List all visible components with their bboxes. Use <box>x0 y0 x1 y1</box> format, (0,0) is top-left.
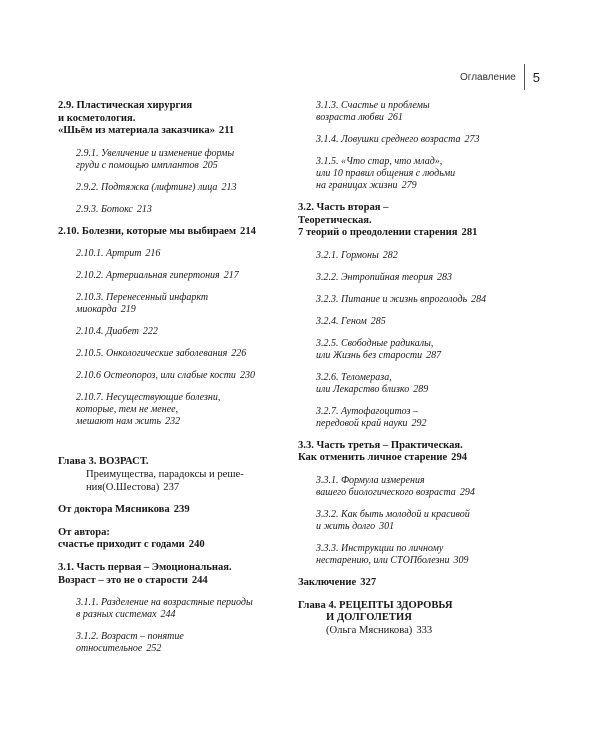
toc-subentry <box>316 406 528 430</box>
entry-title: 2.9.3. Ботокс <box>76 203 133 215</box>
entry-tail <box>58 539 284 552</box>
entry-page-number: 217 <box>223 270 239 282</box>
entry-line: 2.9.1. Увеличение и изменение формы <box>76 147 235 159</box>
entry-tail <box>298 452 528 465</box>
entry-tail <box>316 272 528 284</box>
toc-subentry <box>76 292 284 316</box>
entry-tail <box>76 248 284 260</box>
entry-tail <box>58 482 284 495</box>
entry-title: 3.2.3. Питание и жизнь впроголодь <box>316 293 468 305</box>
entry-page-number: 285 <box>370 315 386 327</box>
entry-line: Преимущества, парадоксы и реше- <box>86 468 244 480</box>
entry-tail <box>316 250 528 262</box>
toc-chapter <box>58 456 284 494</box>
entry-title: передовой край науки <box>316 417 408 429</box>
entry-page-number: 301 <box>379 520 395 532</box>
toc-subentry <box>76 348 284 360</box>
entry-tail <box>316 350 528 362</box>
toc-entry <box>298 202 528 240</box>
entry-page-number: 237 <box>163 481 180 493</box>
toc-subentry <box>316 316 528 328</box>
toc-subentry <box>76 182 284 194</box>
entry-page-number: 216 <box>145 248 161 260</box>
chapter-title: Глава 4. РЕЦЕПТЫ ЗДОРОВЬЯ <box>298 599 453 611</box>
entry-tail <box>316 180 528 192</box>
entry-page-number: 230 <box>239 370 255 382</box>
entry-title: Возраст – это не о старости <box>58 574 188 586</box>
entry-title: 2.9.2. Подтяжка (лифтинг) лица <box>76 181 218 193</box>
toc-subentry <box>76 631 284 655</box>
entry-tail <box>298 227 528 240</box>
entry-tail <box>316 134 528 146</box>
toc-subentry <box>316 475 528 499</box>
entry-line: 3.2.6. Теломераза, <box>316 371 392 383</box>
entry-title: мешают нам жить <box>76 416 162 428</box>
entry-tail <box>316 555 528 567</box>
toc-subentry <box>76 326 284 338</box>
entry-page-number: 244 <box>191 574 208 586</box>
entry-page-number: 222 <box>142 326 158 338</box>
entry-title: 2.10.5. Онкологические заболевания <box>76 348 228 360</box>
toc-subentry <box>316 156 528 192</box>
toc-subentry <box>316 100 528 124</box>
entry-line: 3.2.7. Аутофагоцитоз – <box>316 405 418 417</box>
entry-title: 2.10.2. Артериальная гипертония <box>76 270 220 282</box>
entry-title: (Ольга Мясникова) <box>326 624 413 636</box>
entry-line: или 10 правил общения с людьми <box>316 168 456 179</box>
entry-title: 2.10. Болезни, которые мы выбираем <box>58 225 237 237</box>
entry-title: возраста любви <box>316 112 384 123</box>
spacer <box>58 438 284 456</box>
entry-title: миокарда <box>76 304 117 316</box>
page-number: 5 <box>532 69 540 85</box>
entry-title: нестарению, или СТОПболезни <box>316 554 450 566</box>
chapter-title-line: И ДОЛГОЛЕТИЯ <box>326 612 412 624</box>
entry-tail <box>76 270 284 282</box>
entry-tail <box>76 182 284 194</box>
entry-page-number: 273 <box>464 134 480 145</box>
entry-title: 3.2.4. Геном <box>316 315 367 327</box>
entry-title: «Шьём из материала заказчика» <box>58 125 215 137</box>
entry-title: груди с помощью имплантов <box>76 159 199 171</box>
entry-tail <box>316 384 528 396</box>
entry-page-number: 333 <box>416 624 433 636</box>
toc-subentry <box>316 250 528 262</box>
entry-page-number: 281 <box>461 227 478 239</box>
toc-subentry <box>316 134 528 146</box>
entry-tail <box>316 112 528 124</box>
entry-line: 3.1.2. Возраст – понятие <box>76 631 184 643</box>
entry-page-number: 226 <box>231 348 247 360</box>
entry-page-number: 284 <box>471 293 487 305</box>
entry-tail <box>316 487 528 499</box>
entry-line: 2.9. Пластическая хирургия <box>58 100 193 111</box>
entry-page-number: 211 <box>218 125 235 137</box>
entry-tail <box>76 160 284 172</box>
toc-subentry <box>316 272 528 284</box>
entry-tail <box>76 204 284 216</box>
toc-subentry <box>76 392 284 428</box>
toc-subentry <box>316 543 528 567</box>
entry-tail <box>76 348 284 360</box>
entry-title: От доктора Мясникова <box>58 504 170 516</box>
entry-page-number: 287 <box>426 349 442 361</box>
entry-tail <box>76 643 284 655</box>
entry-tail <box>58 575 284 588</box>
entry-title: Заключение <box>298 576 357 588</box>
entry-tail <box>76 416 284 428</box>
entry-page-number: 244 <box>160 609 176 621</box>
entry-title: счастье приходит с годами <box>58 539 185 551</box>
entry-title: 7 теорий о преодолении старения <box>298 227 458 239</box>
toc-subentry <box>76 270 284 282</box>
entry-line: 3.3. Часть третья – Практическая. <box>298 439 463 451</box>
entry-page-number: 239 <box>173 504 190 516</box>
toc-subentry <box>316 509 528 533</box>
entry-line: 3.2.5. Свободные радикалы, <box>316 337 434 349</box>
entry-line: 3.2. Часть вторая – <box>298 202 389 213</box>
entry-title: 3.1.4. Ловушки среднего возраста <box>316 134 461 145</box>
toc-chapter <box>298 600 528 638</box>
entry-tail <box>76 370 284 382</box>
entry-line: 3.3.3. Инструкции по личному <box>316 542 444 554</box>
entry-title: 3.2.2. Энтропийная теория <box>316 271 434 283</box>
entry-page-number: 283 <box>437 271 453 283</box>
entry-title: 2.10.6 Остеопороз, или слабые кости <box>76 370 236 382</box>
toc-left-column <box>58 100 284 665</box>
entry-line: 3.1.3. Счастье и проблемы <box>316 100 430 111</box>
entry-tail <box>316 316 528 328</box>
entry-tail <box>76 609 284 621</box>
entry-title: на границах жизни <box>316 180 398 191</box>
entry-page-number: 294 <box>451 452 468 464</box>
entry-page-number: 205 <box>202 159 218 171</box>
entry-tail <box>58 226 284 239</box>
running-header <box>460 64 540 90</box>
entry-page-number: 213 <box>136 203 152 215</box>
entry-line: 3.3.2. Как быть молодой и красивой <box>316 508 470 520</box>
entry-line: 3.1. Часть первая – Эмоциональная. <box>58 561 232 573</box>
entry-title: 2.10.1. Артрит <box>76 248 142 260</box>
entry-title: вашего биологического возраста <box>316 486 456 498</box>
entry-page-number: 261 <box>387 112 403 123</box>
entry-page-number: 213 <box>221 181 237 193</box>
toc-subentry <box>76 597 284 621</box>
toc-entry <box>58 527 284 552</box>
entry-line: 3.1.5. «Что стар, что млад», <box>316 156 443 167</box>
entry-line: которые, тем не менее, <box>76 404 179 416</box>
entry-line: От автора: <box>58 526 110 538</box>
entry-page-number: 279 <box>401 180 417 191</box>
toc-subentry <box>76 248 284 260</box>
toc-entry <box>58 504 284 517</box>
toc-subentry <box>76 204 284 216</box>
entry-page-number: 219 <box>120 304 136 316</box>
toc-entry <box>298 440 528 465</box>
toc-subentry <box>76 148 284 172</box>
entry-tail <box>58 504 284 517</box>
toc-entry <box>58 562 284 587</box>
entry-page-number: 282 <box>382 249 398 261</box>
entry-title: или Лекарство близко <box>316 383 410 395</box>
entry-tail <box>316 418 528 430</box>
entry-line: 3.3.1. Формула измерения <box>316 474 425 486</box>
entry-tail <box>76 326 284 338</box>
entry-page-number: 289 <box>413 383 429 395</box>
entry-tail <box>76 304 284 316</box>
entry-page-number: 240 <box>188 539 205 551</box>
toc-subentry <box>76 370 284 382</box>
entry-tail <box>298 625 528 638</box>
entry-page-number: 214 <box>240 225 256 237</box>
toc-right-column <box>298 100 528 647</box>
entry-title: в разных системах <box>76 609 157 621</box>
toc-subentry <box>316 372 528 396</box>
toc-entry <box>58 100 284 138</box>
entry-title: и жить долго <box>316 520 376 532</box>
entry-page-number: 232 <box>165 416 181 428</box>
entry-tail <box>58 125 284 138</box>
entry-line: и косметология. <box>58 112 136 124</box>
entry-page-number: 327 <box>360 576 377 588</box>
entry-title: Как отменить личное старение <box>298 452 448 464</box>
entry-tail <box>316 521 528 533</box>
chapter-title: Глава 3. ВОЗРАСТ. <box>58 456 149 468</box>
section-name: Оглавление <box>460 71 516 83</box>
header-divider <box>524 64 525 90</box>
entry-page-number: 294 <box>459 486 475 498</box>
entry-line: 2.10.7. Несуществующие болезни, <box>76 392 221 404</box>
toc-entry <box>298 577 528 590</box>
entry-line: 2.10.3. Перенесенный инфаркт <box>76 292 209 304</box>
entry-title: ния(О.Шестова) <box>86 481 160 493</box>
entry-page-number: 252 <box>146 643 162 655</box>
toc-subentry <box>316 294 528 306</box>
toc-entry <box>58 226 284 239</box>
entry-line: Теоретическая. <box>298 214 372 226</box>
entry-page-number: 292 <box>411 417 427 429</box>
entry-title: 3.2.1. Гормоны <box>316 249 379 261</box>
entry-tail <box>316 294 528 306</box>
entry-title: относительное <box>76 643 143 655</box>
toc-subentry <box>316 338 528 362</box>
entry-line: 3.1.1. Разделение на возрастные периоды <box>76 597 253 609</box>
entry-tail <box>298 577 528 590</box>
entry-page-number: 309 <box>453 554 469 566</box>
entry-title: 2.10.4. Диабет <box>76 326 139 338</box>
entry-title: или Жизнь без старости <box>316 349 423 361</box>
